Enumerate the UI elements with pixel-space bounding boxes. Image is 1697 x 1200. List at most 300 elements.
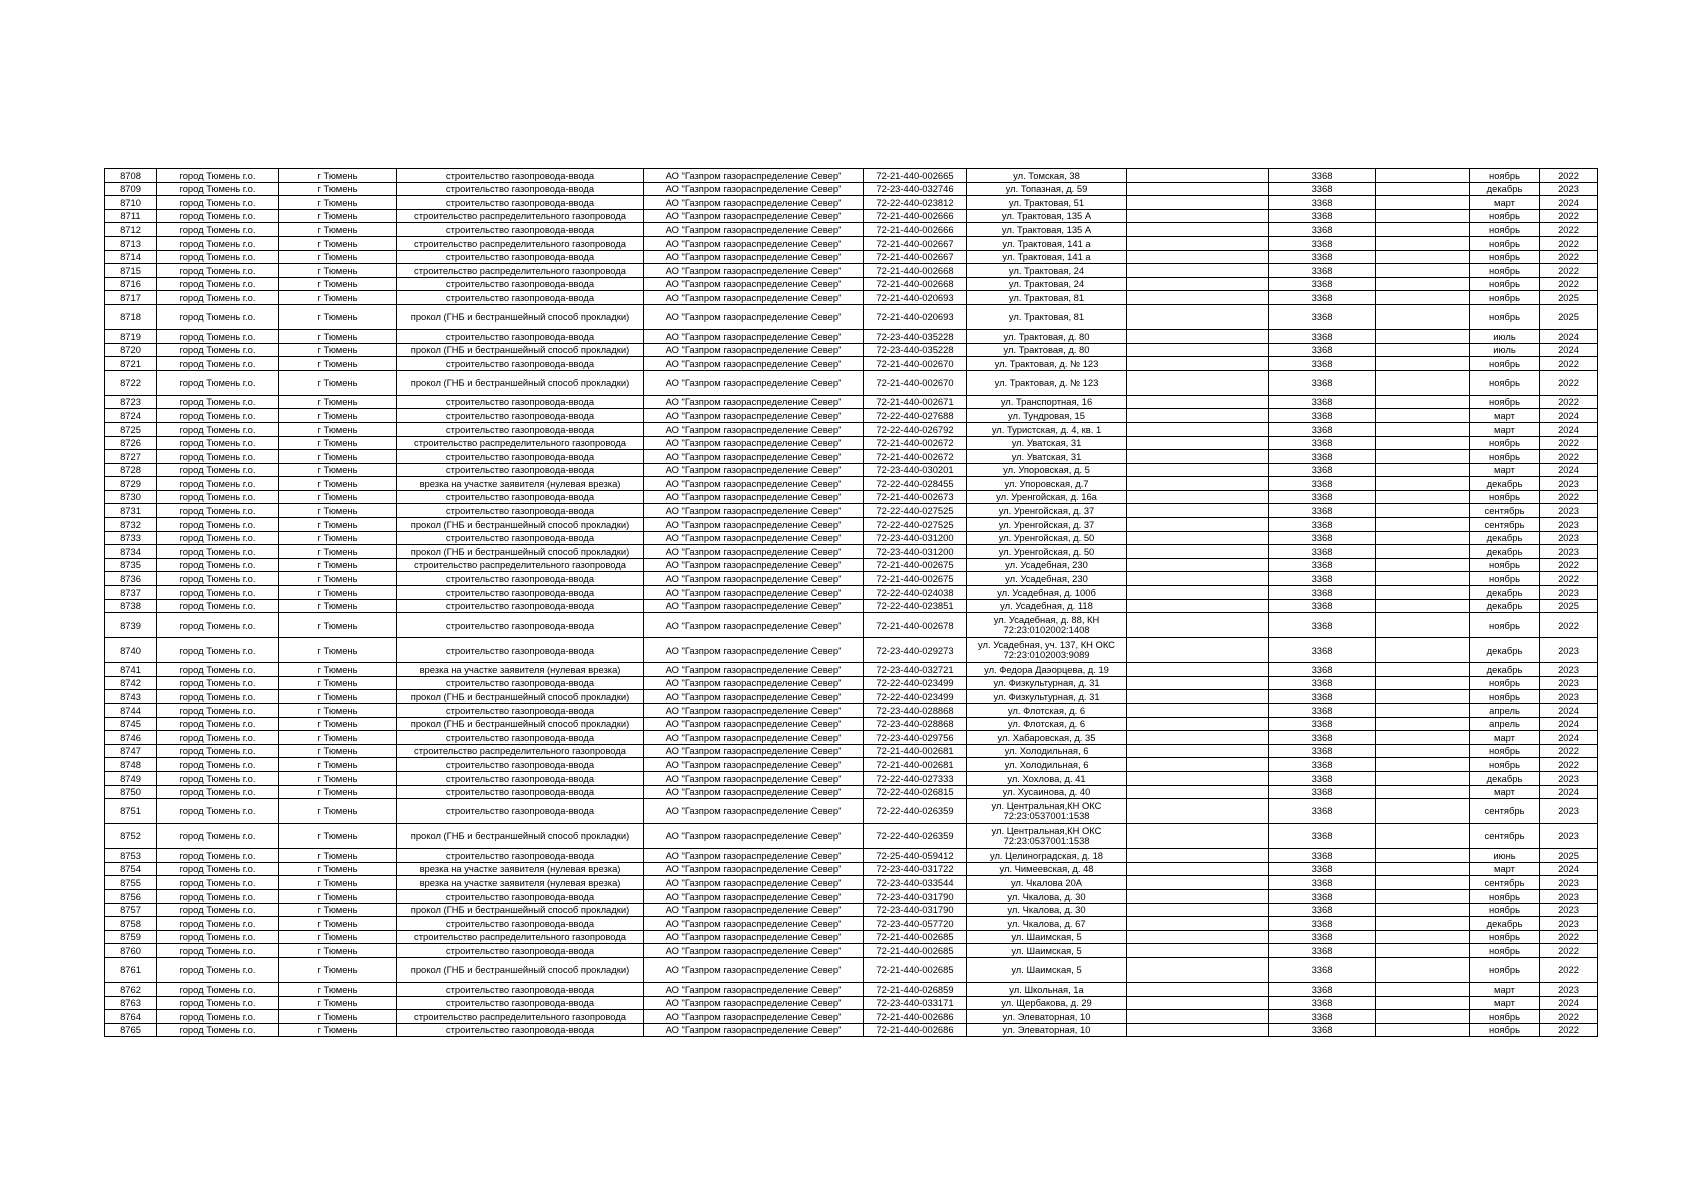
table-row bbox=[105, 663, 1598, 677]
row-number-cell: 8739 bbox=[105, 613, 157, 638]
month-cell: март bbox=[1470, 422, 1540, 436]
organization-cell: АО "Газпром газораспределение Север" bbox=[644, 1023, 864, 1037]
code-cell: 3368 bbox=[1269, 395, 1376, 409]
work-type-cell: прокол (ГНБ и бестраншейный способ прокладки) bbox=[397, 903, 644, 917]
row-number-cell: 8752 bbox=[105, 824, 157, 849]
organization-cell: АО "Газпром газораспределение Север" bbox=[644, 676, 864, 690]
blank-cell bbox=[1376, 771, 1470, 785]
row-number-cell: 8711 bbox=[105, 209, 157, 223]
month-cell: ноябрь bbox=[1470, 758, 1540, 772]
table-row bbox=[105, 876, 1598, 890]
blank-cell bbox=[1376, 329, 1470, 343]
blank-cell bbox=[1376, 1010, 1470, 1024]
table-row bbox=[105, 1010, 1598, 1024]
row-number-cell: 8736 bbox=[105, 572, 157, 586]
address-cell: ул. Уватская, 31 bbox=[967, 450, 1127, 464]
organization-cell: АО "Газпром газораспределение Север" bbox=[644, 704, 864, 718]
blank-cell bbox=[1376, 477, 1470, 491]
code-cell: 3368 bbox=[1269, 277, 1376, 291]
month-cell: декабрь bbox=[1470, 638, 1540, 663]
locality-cell: г Тюмень bbox=[279, 409, 397, 423]
blank-cell bbox=[1376, 196, 1470, 210]
month-cell: ноябрь bbox=[1470, 223, 1540, 237]
table-row bbox=[105, 477, 1598, 491]
code-cell: 3368 bbox=[1269, 996, 1376, 1010]
locality-cell: г Тюмень bbox=[279, 422, 397, 436]
row-number-cell: 8733 bbox=[105, 531, 157, 545]
blank-cell bbox=[1376, 586, 1470, 600]
municipality-cell: город Тюмень г.о. bbox=[157, 357, 279, 371]
month-cell: ноябрь bbox=[1470, 209, 1540, 223]
address-cell: ул. Чкалова 20А bbox=[967, 876, 1127, 890]
year-cell: 2022 bbox=[1540, 169, 1598, 183]
address-cell: ул. Уренгойская, д. 37 bbox=[967, 518, 1127, 532]
organization-cell: АО "Газпром газораспределение Север" bbox=[644, 982, 864, 996]
blank-cell bbox=[1376, 1023, 1470, 1037]
table-row bbox=[105, 250, 1598, 264]
application-number-cell: 72-21-440-002675 bbox=[864, 572, 967, 586]
work-type-cell: строительство газопровода-ввода bbox=[397, 463, 644, 477]
blank-cell bbox=[1127, 209, 1269, 223]
row-number-cell: 8756 bbox=[105, 889, 157, 903]
work-type-cell: строительство распределительного газопровода bbox=[397, 264, 644, 278]
row-number-cell: 8751 bbox=[105, 799, 157, 824]
year-cell: 2022 bbox=[1540, 395, 1598, 409]
blank-cell bbox=[1127, 638, 1269, 663]
work-type-cell: врезка на участке заявителя (нулевая врезка) bbox=[397, 663, 644, 677]
application-number-cell: 72-23-440-029756 bbox=[864, 731, 967, 745]
municipality-cell: город Тюмень г.о. bbox=[157, 450, 279, 464]
address-cell: ул. Упоровская, д.7 bbox=[967, 477, 1127, 491]
month-cell: ноябрь bbox=[1470, 236, 1540, 250]
address-cell: ул. Трактовая, 81 bbox=[967, 291, 1127, 305]
blank-cell bbox=[1127, 395, 1269, 409]
organization-cell: АО "Газпром газораспределение Север" bbox=[644, 903, 864, 917]
organization-cell: АО "Газпром газораспределение Север" bbox=[644, 744, 864, 758]
blank-cell bbox=[1127, 1010, 1269, 1024]
table-row bbox=[105, 450, 1598, 464]
work-type-cell: строительство газопровода-ввода bbox=[397, 450, 644, 464]
work-type-cell: строительство газопровода-ввода bbox=[397, 638, 644, 663]
blank-cell bbox=[1127, 586, 1269, 600]
code-cell: 3368 bbox=[1269, 690, 1376, 704]
blank-cell bbox=[1127, 889, 1269, 903]
blank-cell bbox=[1376, 450, 1470, 464]
blank-cell bbox=[1376, 343, 1470, 357]
work-type-cell: строительство газопровода-ввода bbox=[397, 982, 644, 996]
month-cell: ноябрь bbox=[1470, 490, 1540, 504]
locality-cell: г Тюмень bbox=[279, 545, 397, 559]
table-row bbox=[105, 531, 1598, 545]
row-number-cell: 8720 bbox=[105, 343, 157, 357]
application-number-cell: 72-23-440-035228 bbox=[864, 343, 967, 357]
year-cell: 2025 bbox=[1540, 304, 1598, 329]
code-cell: 3368 bbox=[1269, 944, 1376, 958]
table-row bbox=[105, 1023, 1598, 1037]
locality-cell: г Тюмень bbox=[279, 771, 397, 785]
code-cell: 3368 bbox=[1269, 236, 1376, 250]
address-cell: ул. Уренгойская, д. 16а bbox=[967, 490, 1127, 504]
month-cell: ноябрь bbox=[1470, 370, 1540, 395]
organization-cell: АО "Газпром газораспределение Север" bbox=[644, 876, 864, 890]
work-type-cell: строительство газопровода-ввода bbox=[397, 771, 644, 785]
work-type-cell: строительство газопровода-ввода bbox=[397, 182, 644, 196]
application-number-cell: 72-22-440-023851 bbox=[864, 599, 967, 613]
blank-cell bbox=[1127, 343, 1269, 357]
address-cell: ул. Трактовая, 51 bbox=[967, 196, 1127, 210]
address-cell: ул. Трактовая, 24 bbox=[967, 277, 1127, 291]
table-row bbox=[105, 182, 1598, 196]
municipality-cell: город Тюмень г.о. bbox=[157, 572, 279, 586]
blank-cell bbox=[1127, 370, 1269, 395]
work-type-cell: строительство газопровода-ввода bbox=[397, 704, 644, 718]
work-type-cell: строительство газопровода-ввода bbox=[397, 531, 644, 545]
month-cell: ноябрь bbox=[1470, 357, 1540, 371]
locality-cell: г Тюмень bbox=[279, 638, 397, 663]
municipality-cell: город Тюмень г.о. bbox=[157, 545, 279, 559]
table-row bbox=[105, 690, 1598, 704]
table-row bbox=[105, 638, 1598, 663]
work-type-cell: строительство газопровода-ввода bbox=[397, 422, 644, 436]
month-cell: март bbox=[1470, 785, 1540, 799]
municipality-cell: город Тюмень г.о. bbox=[157, 291, 279, 305]
application-number-cell: 72-22-440-027688 bbox=[864, 409, 967, 423]
application-number-cell: 72-22-440-023499 bbox=[864, 690, 967, 704]
municipality-cell: город Тюмень г.о. bbox=[157, 277, 279, 291]
application-number-cell: 72-23-440-035228 bbox=[864, 329, 967, 343]
row-number-cell: 8760 bbox=[105, 944, 157, 958]
locality-cell: г Тюмень bbox=[279, 504, 397, 518]
organization-cell: АО "Газпром газораспределение Север" bbox=[644, 638, 864, 663]
address-cell: ул. Усадебная, 230 bbox=[967, 558, 1127, 572]
work-type-cell: строительство газопровода-ввода bbox=[397, 409, 644, 423]
address-cell: ул. Целиноградская, д. 18 bbox=[967, 849, 1127, 863]
locality-cell: г Тюмень bbox=[279, 613, 397, 638]
row-number-cell: 8719 bbox=[105, 329, 157, 343]
code-cell: 3368 bbox=[1269, 903, 1376, 917]
application-number-cell: 72-23-440-031200 bbox=[864, 531, 967, 545]
locality-cell: г Тюмень bbox=[279, 758, 397, 772]
code-cell: 3368 bbox=[1269, 250, 1376, 264]
blank-cell bbox=[1376, 531, 1470, 545]
year-cell: 2025 bbox=[1540, 599, 1598, 613]
blank-cell bbox=[1376, 824, 1470, 849]
organization-cell: АО "Газпром газораспределение Север" bbox=[644, 343, 864, 357]
row-number-cell: 8758 bbox=[105, 917, 157, 931]
locality-cell: г Тюмень bbox=[279, 264, 397, 278]
work-type-cell: строительство газопровода-ввода bbox=[397, 223, 644, 237]
address-cell: ул. Трактовая, 141 а bbox=[967, 236, 1127, 250]
code-cell: 3368 bbox=[1269, 1023, 1376, 1037]
work-type-cell: строительство газопровода-ввода bbox=[397, 758, 644, 772]
address-cell: ул. Холодильная, 6 bbox=[967, 758, 1127, 772]
blank-cell bbox=[1376, 436, 1470, 450]
municipality-cell: город Тюмень г.о. bbox=[157, 490, 279, 504]
blank-cell bbox=[1376, 957, 1470, 982]
month-cell: март bbox=[1470, 196, 1540, 210]
work-type-cell: прокол (ГНБ и бестраншейный способ прокладки) bbox=[397, 343, 644, 357]
table-row bbox=[105, 422, 1598, 436]
code-cell: 3368 bbox=[1269, 717, 1376, 731]
municipality-cell: город Тюмень г.о. bbox=[157, 849, 279, 863]
application-number-cell: 72-21-440-002685 bbox=[864, 944, 967, 958]
application-number-cell: 72-21-440-002668 bbox=[864, 277, 967, 291]
blank-cell bbox=[1376, 717, 1470, 731]
application-number-cell: 72-22-440-027525 bbox=[864, 504, 967, 518]
table-row bbox=[105, 824, 1598, 849]
municipality-cell: город Тюмень г.о. bbox=[157, 370, 279, 395]
locality-cell: г Тюмень bbox=[279, 676, 397, 690]
code-cell: 3368 bbox=[1269, 357, 1376, 371]
organization-cell: АО "Газпром газораспределение Север" bbox=[644, 264, 864, 278]
blank-cell bbox=[1376, 944, 1470, 958]
year-cell: 2023 bbox=[1540, 504, 1598, 518]
application-number-cell: 72-23-440-030201 bbox=[864, 463, 967, 477]
application-number-cell: 72-22-440-026792 bbox=[864, 422, 967, 436]
month-cell: апрель bbox=[1470, 717, 1540, 731]
address-cell: ул. Центральная,КН ОКС 72:23:0537001:1538 bbox=[967, 799, 1127, 824]
organization-cell: АО "Газпром газораспределение Север" bbox=[644, 329, 864, 343]
blank-cell bbox=[1127, 944, 1269, 958]
municipality-cell: город Тюмень г.о. bbox=[157, 1010, 279, 1024]
year-cell: 2023 bbox=[1540, 903, 1598, 917]
month-cell: июль bbox=[1470, 343, 1540, 357]
row-number-cell: 8764 bbox=[105, 1010, 157, 1024]
blank-cell bbox=[1127, 731, 1269, 745]
locality-cell: г Тюмень bbox=[279, 930, 397, 944]
application-number-cell: 72-21-440-002668 bbox=[864, 264, 967, 278]
application-number-cell: 72-21-440-002686 bbox=[864, 1010, 967, 1024]
work-type-cell: строительство газопровода-ввода bbox=[397, 676, 644, 690]
application-number-cell: 72-21-440-002672 bbox=[864, 450, 967, 464]
application-number-cell: 72-21-440-002681 bbox=[864, 744, 967, 758]
blank-cell bbox=[1127, 917, 1269, 931]
year-cell: 2024 bbox=[1540, 422, 1598, 436]
code-cell: 3368 bbox=[1269, 463, 1376, 477]
locality-cell: г Тюмень bbox=[279, 903, 397, 917]
application-number-cell: 72-25-440-059412 bbox=[864, 849, 967, 863]
address-cell: ул. Хохлова, д. 41 bbox=[967, 771, 1127, 785]
blank-cell bbox=[1127, 930, 1269, 944]
blank-cell bbox=[1376, 409, 1470, 423]
blank-cell bbox=[1127, 599, 1269, 613]
month-cell: ноябрь bbox=[1470, 169, 1540, 183]
row-number-cell: 8722 bbox=[105, 370, 157, 395]
month-cell: ноябрь bbox=[1470, 436, 1540, 450]
blank-cell bbox=[1376, 917, 1470, 931]
code-cell: 3368 bbox=[1269, 422, 1376, 436]
code-cell: 3368 bbox=[1269, 930, 1376, 944]
locality-cell: г Тюмень bbox=[279, 690, 397, 704]
address-cell: ул. Уренгойская, д. 50 bbox=[967, 531, 1127, 545]
municipality-cell: город Тюмень г.о. bbox=[157, 169, 279, 183]
locality-cell: г Тюмень bbox=[279, 236, 397, 250]
year-cell: 2023 bbox=[1540, 182, 1598, 196]
blank-cell bbox=[1376, 613, 1470, 638]
year-cell: 2023 bbox=[1540, 982, 1598, 996]
address-cell: ул. Элеваторная, 10 bbox=[967, 1023, 1127, 1037]
row-number-cell: 8718 bbox=[105, 304, 157, 329]
locality-cell: г Тюмень bbox=[279, 785, 397, 799]
locality-cell: г Тюмень bbox=[279, 291, 397, 305]
row-number-cell: 8734 bbox=[105, 545, 157, 559]
work-type-cell: врезка на участке заявителя (нулевая врезка) bbox=[397, 862, 644, 876]
address-cell: ул. Усадебная, д. 100б bbox=[967, 586, 1127, 600]
work-type-cell: врезка на участке заявителя (нулевая врезка) bbox=[397, 876, 644, 890]
application-number-cell: 72-22-440-026815 bbox=[864, 785, 967, 799]
table-row bbox=[105, 862, 1598, 876]
row-number-cell: 8723 bbox=[105, 395, 157, 409]
code-cell: 3368 bbox=[1269, 917, 1376, 931]
table-row bbox=[105, 558, 1598, 572]
locality-cell: г Тюмень bbox=[279, 731, 397, 745]
code-cell: 3368 bbox=[1269, 824, 1376, 849]
application-number-cell: 72-21-440-002665 bbox=[864, 169, 967, 183]
year-cell: 2022 bbox=[1540, 613, 1598, 638]
table-row bbox=[105, 771, 1598, 785]
locality-cell: г Тюмень bbox=[279, 717, 397, 731]
organization-cell: АО "Газпром газораспределение Север" bbox=[644, 1010, 864, 1024]
organization-cell: АО "Газпром газораспределение Север" bbox=[644, 586, 864, 600]
blank-cell bbox=[1376, 558, 1470, 572]
table-row bbox=[105, 704, 1598, 718]
address-cell: ул. Усадебная, д. 118 bbox=[967, 599, 1127, 613]
table-row bbox=[105, 957, 1598, 982]
row-number-cell: 8732 bbox=[105, 518, 157, 532]
blank-cell bbox=[1127, 957, 1269, 982]
year-cell: 2023 bbox=[1540, 531, 1598, 545]
organization-cell: АО "Газпром газораспределение Север" bbox=[644, 531, 864, 545]
month-cell: ноябрь bbox=[1470, 395, 1540, 409]
municipality-cell: город Тюмень г.о. bbox=[157, 676, 279, 690]
month-cell: сентябрь bbox=[1470, 799, 1540, 824]
blank-cell bbox=[1376, 182, 1470, 196]
code-cell: 3368 bbox=[1269, 758, 1376, 772]
work-type-cell: строительство газопровода-ввода bbox=[397, 785, 644, 799]
table-row bbox=[105, 463, 1598, 477]
row-number-cell: 8748 bbox=[105, 758, 157, 772]
code-cell: 3368 bbox=[1269, 599, 1376, 613]
year-cell: 2023 bbox=[1540, 917, 1598, 931]
blank-cell bbox=[1376, 250, 1470, 264]
code-cell: 3368 bbox=[1269, 518, 1376, 532]
month-cell: ноябрь bbox=[1470, 572, 1540, 586]
municipality-cell: город Тюмень г.о. bbox=[157, 799, 279, 824]
work-type-cell: строительство газопровода-ввода bbox=[397, 504, 644, 518]
table-row bbox=[105, 717, 1598, 731]
blank-cell bbox=[1376, 799, 1470, 824]
table-row bbox=[105, 889, 1598, 903]
application-number-cell: 72-21-440-002686 bbox=[864, 1023, 967, 1037]
locality-cell: г Тюмень bbox=[279, 463, 397, 477]
table-row bbox=[105, 572, 1598, 586]
locality-cell: г Тюмень bbox=[279, 996, 397, 1010]
month-cell: декабрь bbox=[1470, 771, 1540, 785]
year-cell: 2024 bbox=[1540, 704, 1598, 718]
blank-cell bbox=[1127, 436, 1269, 450]
locality-cell: г Тюмень bbox=[279, 182, 397, 196]
table-row bbox=[105, 849, 1598, 863]
address-cell: ул. Уренгойская, д. 50 bbox=[967, 545, 1127, 559]
locality-cell: г Тюмень bbox=[279, 944, 397, 958]
row-number-cell: 8757 bbox=[105, 903, 157, 917]
application-number-cell: 72-21-440-020693 bbox=[864, 291, 967, 305]
municipality-cell: город Тюмень г.о. bbox=[157, 758, 279, 772]
application-number-cell: 72-22-440-023499 bbox=[864, 676, 967, 690]
work-type-cell: строительство газопровода-ввода bbox=[397, 944, 644, 958]
code-cell: 3368 bbox=[1269, 223, 1376, 237]
organization-cell: АО "Газпром газораспределение Север" bbox=[644, 504, 864, 518]
locality-cell: г Тюмень bbox=[279, 558, 397, 572]
blank-cell bbox=[1376, 638, 1470, 663]
work-type-cell: строительство газопровода-ввода bbox=[397, 889, 644, 903]
work-type-cell: прокол (ГНБ и бестраншейный способ прокладки) bbox=[397, 824, 644, 849]
municipality-cell: город Тюмень г.о. bbox=[157, 862, 279, 876]
municipality-cell: город Тюмень г.о. bbox=[157, 704, 279, 718]
table-row bbox=[105, 504, 1598, 518]
blank-cell bbox=[1127, 182, 1269, 196]
application-number-cell: 72-21-440-002685 bbox=[864, 930, 967, 944]
address-cell: ул. Туристская, д. 4, кв. 1 bbox=[967, 422, 1127, 436]
address-cell: ул. Хабаровская, д. 35 bbox=[967, 731, 1127, 745]
locality-cell: г Тюмень bbox=[279, 957, 397, 982]
municipality-cell: город Тюмень г.о. bbox=[157, 436, 279, 450]
blank-cell bbox=[1376, 236, 1470, 250]
code-cell: 3368 bbox=[1269, 982, 1376, 996]
table-row bbox=[105, 209, 1598, 223]
address-cell: ул. Шаимская, 5 bbox=[967, 944, 1127, 958]
work-type-cell: строительство газопровода-ввода bbox=[397, 1023, 644, 1037]
organization-cell: АО "Газпром газораспределение Север" bbox=[644, 731, 864, 745]
application-number-cell: 72-21-440-002670 bbox=[864, 370, 967, 395]
code-cell: 3368 bbox=[1269, 504, 1376, 518]
organization-cell: АО "Газпром газораспределение Север" bbox=[644, 862, 864, 876]
locality-cell: г Тюмень bbox=[279, 799, 397, 824]
municipality-cell: город Тюмень г.о. bbox=[157, 531, 279, 545]
row-number-cell: 8712 bbox=[105, 223, 157, 237]
organization-cell: АО "Газпром газораспределение Север" bbox=[644, 450, 864, 464]
municipality-cell: город Тюмень г.о. bbox=[157, 944, 279, 958]
year-cell: 2022 bbox=[1540, 944, 1598, 958]
application-number-cell: 72-21-440-002685 bbox=[864, 957, 967, 982]
row-number-cell: 8728 bbox=[105, 463, 157, 477]
blank-cell bbox=[1376, 169, 1470, 183]
organization-cell: АО "Газпром газораспределение Север" bbox=[644, 304, 864, 329]
row-number-cell: 8749 bbox=[105, 771, 157, 785]
organization-cell: АО "Газпром газораспределение Север" bbox=[644, 717, 864, 731]
blank-cell bbox=[1376, 223, 1470, 237]
blank-cell bbox=[1376, 744, 1470, 758]
work-type-cell: строительство газопровода-ввода bbox=[397, 599, 644, 613]
blank-cell bbox=[1376, 903, 1470, 917]
municipality-cell: город Тюмень г.о. bbox=[157, 717, 279, 731]
table-row bbox=[105, 277, 1598, 291]
application-number-cell: 72-21-440-002672 bbox=[864, 436, 967, 450]
address-cell: ул. Топазная, д. 59 bbox=[967, 182, 1127, 196]
locality-cell: г Тюмень bbox=[279, 329, 397, 343]
organization-cell: АО "Газпром газораспределение Север" bbox=[644, 824, 864, 849]
table-row bbox=[105, 785, 1598, 799]
table-row bbox=[105, 930, 1598, 944]
year-cell: 2024 bbox=[1540, 196, 1598, 210]
blank-cell bbox=[1127, 663, 1269, 677]
application-number-cell: 72-21-440-002678 bbox=[864, 613, 967, 638]
work-type-cell: прокол (ГНБ и бестраншейный способ прокладки) bbox=[397, 518, 644, 532]
work-type-cell: строительство газопровода-ввода bbox=[397, 849, 644, 863]
locality-cell: г Тюмень bbox=[279, 531, 397, 545]
locality-cell: г Тюмень bbox=[279, 917, 397, 931]
municipality-cell: город Тюмень г.о. bbox=[157, 982, 279, 996]
